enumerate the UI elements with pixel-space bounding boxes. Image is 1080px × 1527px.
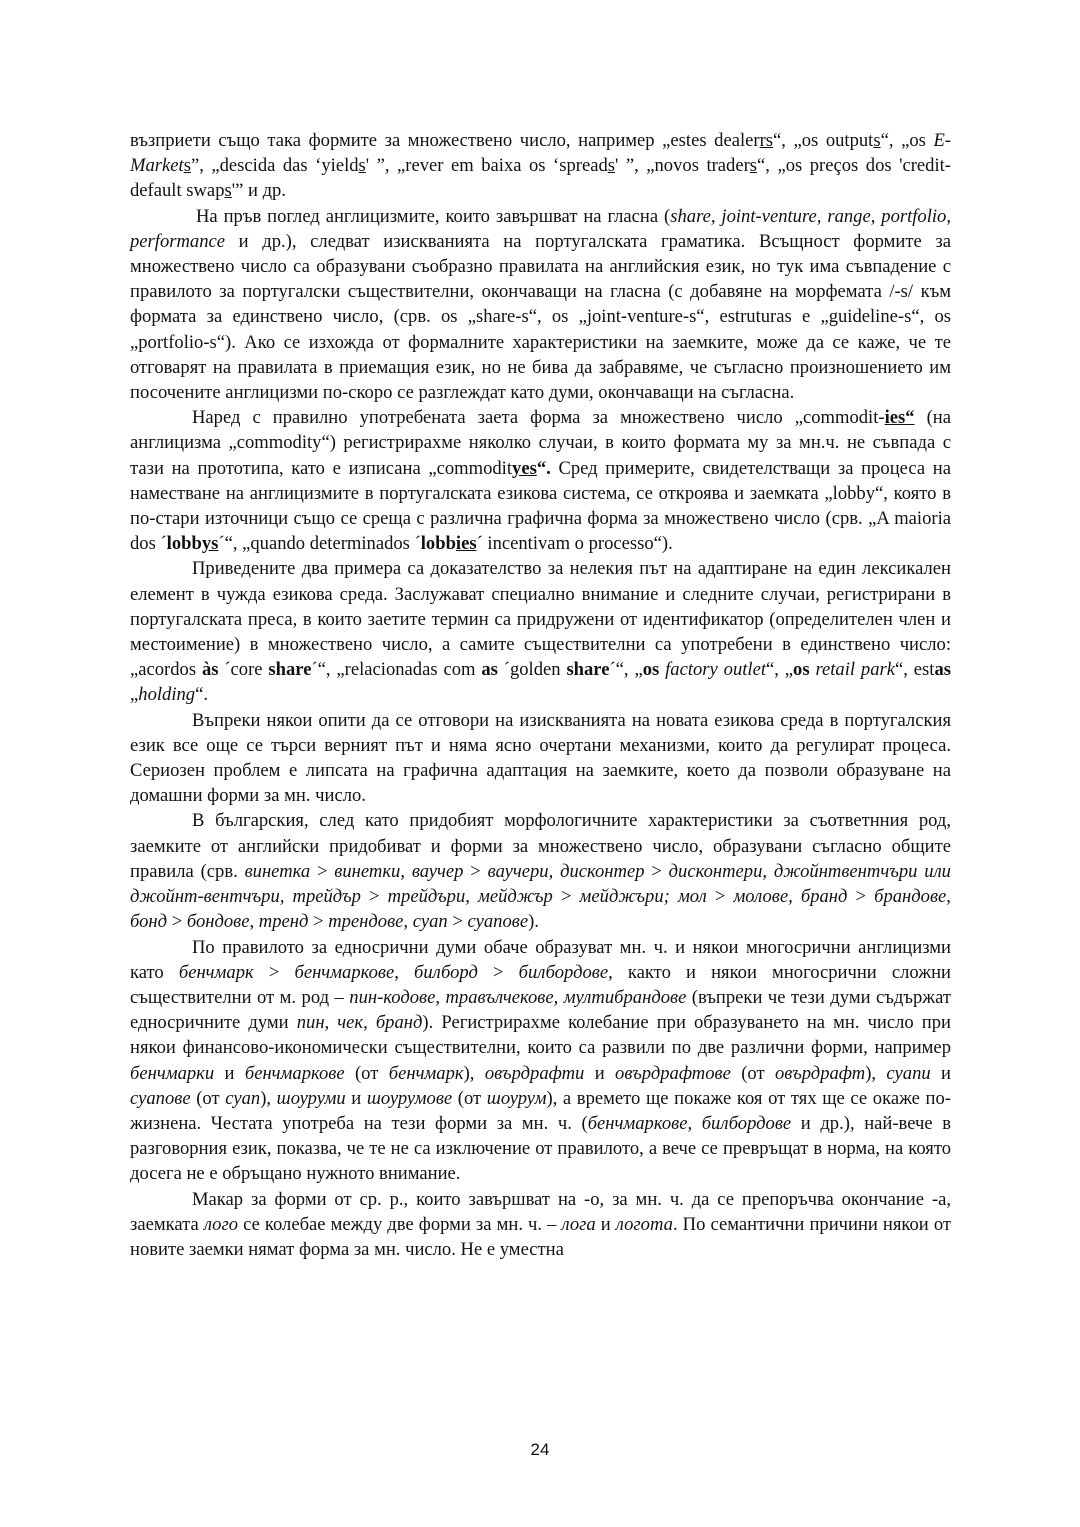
italic-term: молове, бранд: [733, 886, 848, 908]
underlined-suffix: s: [749, 155, 758, 177]
text-span: (от: [190, 1087, 226, 1109]
paragraph-5: [130, 708, 951, 809]
text-span: ,: [400, 860, 412, 882]
text-span: . По семантични причини някои от новите заемки нямат форма за мн. число. Не е уместна: [130, 1213, 952, 1260]
text-span: , както и някои многосрични сложни съществителни от м. род –: [130, 961, 951, 1008]
italic-term: суапове: [130, 1087, 191, 1109]
bold-underlined-suffix: ies: [455, 533, 477, 555]
italic-term: суапи: [886, 1062, 931, 1084]
text-span: (от: [344, 1062, 389, 1084]
text-span: ).: [528, 911, 539, 933]
bold-underlined-suffix: ies“: [884, 407, 915, 429]
text-span: >: [847, 886, 875, 908]
text-span: >: [360, 886, 388, 908]
text-span: и др.), най-вече в разговорния език, показва, че те не са изключение от правилото, а вече се превръщат в норма, на която досега не е обръщано нужното внимание.: [130, 1112, 951, 1185]
bold-text: às: [201, 659, 219, 681]
text-span: (от: [452, 1087, 487, 1109]
bold-text: os: [793, 659, 810, 681]
bold-text: as: [481, 659, 498, 681]
text-span: и: [214, 1062, 245, 1084]
text-span: “, „os output: [773, 130, 874, 151]
underlined-suffix: s: [358, 155, 366, 177]
italic-term: пин, чек, бранд: [296, 1012, 423, 1034]
bold-underlined-suffix: ys: [201, 533, 219, 555]
text-span: >: [477, 961, 519, 983]
paragraph-3: [130, 405, 951, 556]
text-span: В българския, след като придобият морфологичните характеристики за съответнния род, заемките от английски придобиват и форми за множествено число, образувани съгласно общите правила (срв.: [130, 810, 951, 882]
underlined-suffix: s: [183, 155, 191, 177]
italic-term: бенчмаркове: [244, 1062, 345, 1084]
underlined-suffix: s: [873, 130, 881, 151]
italic-term: винетка: [244, 860, 311, 882]
paragraph-2: [130, 204, 951, 406]
italic-term: трейдъри, мейджър: [387, 886, 553, 908]
text-span: (от: [730, 1062, 775, 1084]
text-span: '” и др.: [231, 180, 287, 202]
italic-term: суапове: [467, 911, 529, 933]
text-span: Наред с правилно употребената заета форма за множествено число „commodit-: [192, 407, 885, 429]
text-span: >: [447, 911, 468, 933]
italic-term: пин-кодове, травълчекове, мултибрандове: [349, 986, 687, 1008]
page-number: 24: [530, 1440, 550, 1459]
text-span: “, „os: [880, 130, 934, 151]
text-span: ´ incentivam o processo“).: [476, 533, 673, 555]
text-span: и: [595, 1213, 616, 1235]
italic-term: суап: [225, 1087, 261, 1109]
text-span: >: [308, 911, 329, 933]
text-span: ´“, „quando determinados ´: [218, 533, 421, 555]
italic-term: бенчмаркове, билборд: [294, 961, 478, 983]
bold-text: share: [566, 659, 610, 681]
bold-text: lobb: [166, 533, 202, 555]
italic-term: бенчмарки: [130, 1062, 215, 1084]
italic-term: ваучер: [411, 860, 464, 882]
text-span: и: [930, 1062, 952, 1084]
italic-term: овърдрафт: [774, 1062, 866, 1084]
text-span: По правилото за едносрични думи обаче образуват мн. ч. и някои многосрични англицизми като: [130, 936, 951, 983]
underlined-suffix: s: [224, 180, 232, 202]
italic-term: шоуруми: [276, 1087, 346, 1109]
text-span: ),: [463, 1062, 485, 1084]
text-span: Макар за форми от ср. р., които завършват на -о, за мн. ч. да се препоръчва окончание -а, заемката: [130, 1188, 951, 1235]
text-span: се колебае между две форми за мн. ч. –: [238, 1213, 562, 1235]
text-span: Въпреки някои опити да се отговори на изискванията на новата езикова среда в португалския език все още се търси верният път и няма ясно очертани механизми, които да регулират процеса. Сериозен проблем е липсата на графична адаптация на заемките, което да позволи образуване на домашни форми за мн. число.: [130, 709, 951, 807]
text-span: (въпреки че тези думи съдържат едносричните думи: [130, 986, 951, 1034]
text-span: “, est: [895, 659, 935, 681]
text-span: ”, „descida das ‘yield: [190, 155, 359, 177]
italic-term: лого: [203, 1213, 239, 1235]
text-span: >: [253, 961, 295, 983]
italic-term: билбордове: [518, 961, 609, 983]
text-span: “, „: [766, 659, 794, 681]
text-span: >: [644, 860, 669, 882]
bold-text: os: [642, 659, 660, 681]
italic-term: бондове, тренд: [186, 911, 309, 933]
text-span: ' ”, „rever em baixa os ‘spread: [365, 155, 608, 177]
italic-term: бенчмаркове, билбордове: [587, 1112, 792, 1134]
italic-term: логота: [615, 1213, 673, 1235]
italic-term: ваучери, дисконтер: [487, 860, 645, 882]
underlined-suffix: rs: [759, 130, 773, 151]
paragraph-7: [130, 935, 951, 1187]
text-span: ). Регистрирахме колебание при образуването на мн. число при някои финансово-икономически съществителни, които са развили по две различни форми, например: [130, 1012, 951, 1059]
text-span: и др.), следват изискванията на португалската граматика. Всъщност формите за множествено число са образувани съобразно правилата на английския език, но тук има съвпадение с правилото за португалски съществителни, окончаващи на гласна (с добавяне на морфемата /-s/ към формата за единствено число, (срв. os „share-s“, os „joint-venture-s“, estruturas e „guideline-s“, os „portfolio-s“). Ако се изхожда от формалните характеристики на заемките, може да се каже, че те отговарят на правилата в приемащия език, но не бива да забравяме, че съгласно произношението им посочените англицизми по-скоро се разглеждат като думи, окончаващи на съгласна.: [130, 230, 951, 404]
text-span: и: [345, 1087, 367, 1109]
paragraph-1: [130, 128, 951, 204]
underlined-suffix: s: [607, 155, 615, 177]
text-span: ),: [260, 1087, 277, 1109]
italic-term: бенчмарк: [388, 1062, 464, 1084]
text-span: “.: [195, 684, 208, 706]
italic-term: дисконтери, джойнтвентчъри или джойнт-вентчъри, трейдър: [130, 860, 951, 908]
text-span: “, „os preços dos 'credit-default swap: [130, 155, 951, 202]
text-span: ), а времето ще покаже коя от тях ще се окаже по-жизнена. Честата употреба на тези форми за мн. ч. (: [130, 1087, 952, 1134]
text-span: ´core: [218, 659, 269, 681]
text-span: >: [310, 860, 335, 882]
text-span: ' ”, „novos trader: [615, 155, 750, 177]
text-span: Приведените два примера са доказателство за нелекия път на адаптиране на един лексикален елемент в чужда езикова среда. Заслужават специално внимание и следните случаи, регистрирани в португалската преса, в които заетите термин са придружени от идентификатор (определителен член и местоимение) в множествено число, а самите съществителни са употребени в единствено число: „acordos: [130, 558, 951, 681]
paragraph-4: [130, 556, 951, 707]
text-span: и: [584, 1062, 616, 1084]
italic-term: retail park: [815, 659, 896, 681]
text-span: На пръв поглед англицизмите, които завършват на гласна (: [196, 205, 671, 227]
italic-term: factory outlet: [665, 659, 767, 681]
text-span: Сред примерите, свидетелстващи за процеса на наместване на англицизмите в португалската езикова система, се откроява и заемката „lobby“, която в по-стари източници също се среща с различна графична форма за множествено число (срв. „A maioria dos ´: [130, 457, 951, 555]
bold-text: lobb: [420, 533, 456, 555]
text-span: ´“, „: [609, 659, 643, 681]
text-span: >: [463, 860, 488, 882]
paragraph-8: [130, 1187, 951, 1263]
italic-term: holding: [138, 684, 196, 706]
bold-text: share: [268, 659, 312, 681]
italic-term: лога: [561, 1213, 596, 1235]
italic-term: трендове, суап: [328, 911, 448, 933]
italic-term: овърдрафтове: [615, 1062, 731, 1084]
text-span: ),: [865, 1062, 887, 1084]
italic-term: E-Market: [130, 130, 951, 177]
bold-text: “.: [536, 457, 551, 479]
bold-underlined-suffix: yes: [512, 457, 537, 479]
document-body: [130, 128, 951, 1262]
italic-term: шоурумове: [366, 1087, 453, 1109]
italic-term: шоурум: [486, 1087, 547, 1109]
italic-term: винетки: [334, 860, 401, 882]
text-span: >: [552, 886, 580, 908]
italic-term: бенчмарк: [178, 961, 254, 983]
italic-term: брандове, бонд: [130, 886, 951, 933]
text-span: ´golden: [497, 659, 567, 681]
text-span: ´“, „relacionadas com: [311, 659, 482, 681]
italic-term: share, joint-venture, range, portfolio, performance: [130, 205, 952, 252]
italic-term: мейджъри; мол: [579, 886, 707, 908]
italic-term: овърдрафти: [484, 1062, 585, 1084]
text-span: (на англицизма „commodity“) регистрирахме няколко случаи, в които формата му за мн.ч. не съвпада с тази на прототипа, като е изписана „commodit: [130, 407, 951, 479]
paragraph-6: [130, 808, 951, 934]
text-span: възприети също така формите за множествено число, например „estes dealer: [130, 130, 760, 151]
text-span: >: [706, 886, 734, 908]
text-span: „: [130, 684, 139, 706]
text-span: >: [167, 911, 187, 933]
bold-text: as: [934, 659, 951, 681]
